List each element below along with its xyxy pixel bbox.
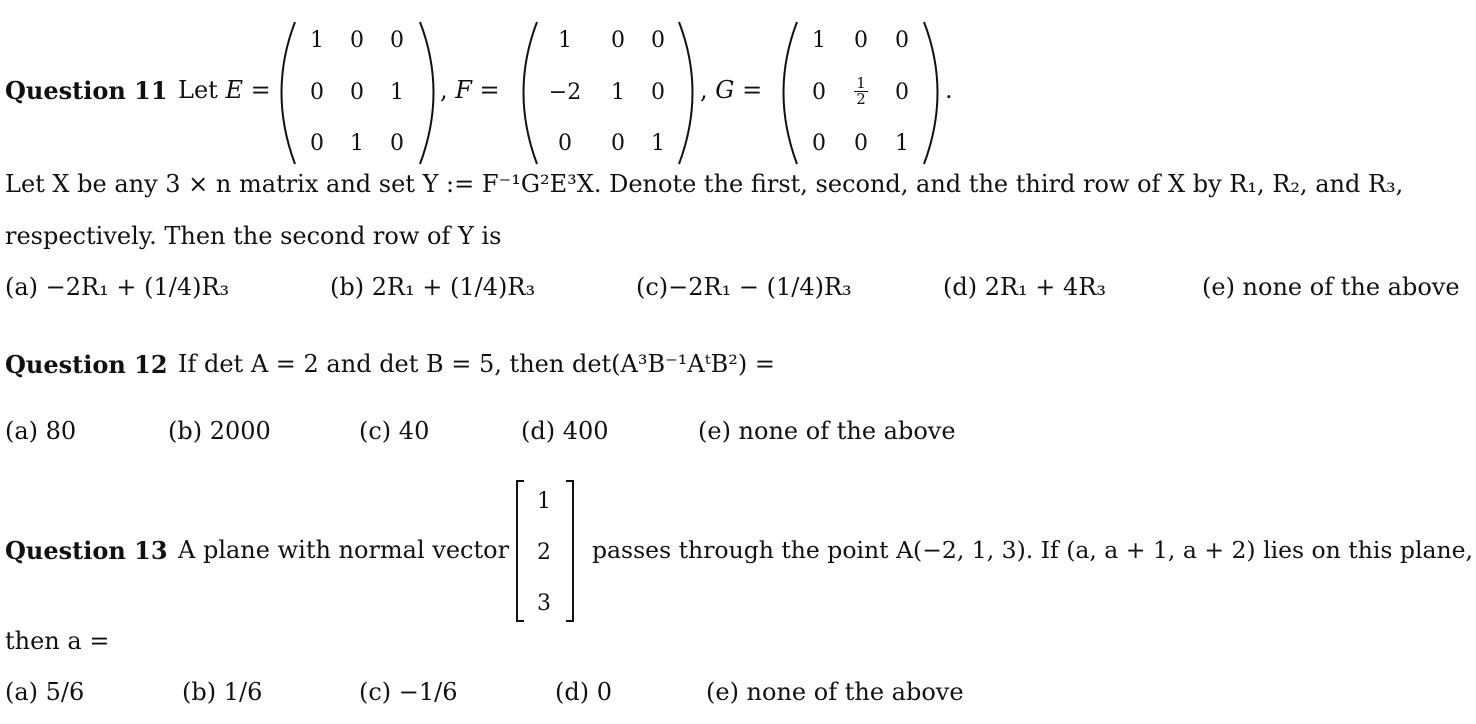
matrix-g-cell: 0 [854, 28, 868, 53]
question-13-option-a: (a) 5/6 [5, 678, 85, 706]
question-13-option-e: (e) none of the above [706, 678, 964, 706]
question-13-text-after: passes through the point A(−2, 1, 3). If (a, a + 1, a + 2) lies on this plane, [592, 536, 1473, 564]
matrix-g-cell: 1 [812, 28, 826, 53]
matrix-f-cell: 1 [651, 131, 665, 156]
question-12-label: Question 12 [5, 350, 168, 379]
normal-vector-entry-1: 1 [537, 489, 551, 514]
period: . [945, 76, 953, 104]
matrix-f-cell: 0 [611, 28, 625, 53]
matrix-e-cell: 0 [350, 28, 364, 53]
matrix-g-cell: 0 [812, 131, 826, 156]
question-11-line-3: respectively. Then the second row of Y is [5, 222, 502, 250]
matrix-g-fraction: $\frac{1}{2}$ [856, 74, 866, 108]
normal-vector-entry-3: 3 [537, 591, 551, 616]
question-11-lead: Let E = [178, 76, 271, 104]
matrix-e-cell: 0 [310, 131, 324, 156]
matrix-g-cell [844, 76, 878, 107]
matrix-f-cell: 0 [651, 80, 665, 105]
matrix-e-cell: 1 [350, 131, 364, 156]
matrix-f-cell: −2 [548, 80, 582, 105]
question-12-option-c: (c) 40 [359, 417, 430, 445]
normal-vector-brackets [0, 0, 1, 1]
matrix-f-cell: 1 [558, 28, 572, 53]
matrix-e-cell: 1 [310, 28, 324, 53]
g-equals: , G = [700, 76, 763, 104]
matrix-g-cell: 0 [895, 80, 909, 105]
question-13-label: Question 13 [5, 536, 168, 565]
matrix-g-cell: 0 [895, 28, 909, 53]
question-11-option-b: (b) 2R₁ + (1/4)R₃ [330, 273, 536, 301]
question-12-text: If det A = 2 and det B = 5, then det(A³B⁻¹AᵗB²) = [178, 350, 776, 378]
question-12-option-d: (d) 400 [521, 417, 609, 445]
question-12-option-b: (b) 2000 [168, 417, 271, 445]
question-11-line-2: Let X be any 3 × n matrix and set Y := F⁻¹G²E³X. Denote the first, second, and the third row of X by R₁, R₂, and R₃, [5, 170, 1404, 198]
question-13-text-before: A plane with normal vector [178, 536, 510, 564]
matrix-f-cell: 0 [611, 131, 625, 156]
question-13-option-b: (b) 1/6 [182, 678, 263, 706]
question-11-label: Question 11 [5, 76, 168, 105]
matrix-f-cell: 0 [558, 131, 572, 156]
matrix-g-cell: 0 [854, 131, 868, 156]
matrix-e-cell: 0 [390, 131, 404, 156]
matrix-e-cell: 0 [350, 80, 364, 105]
question-13-option-c: (c) −1/6 [359, 678, 458, 706]
matrix-f-cell: 1 [611, 80, 625, 105]
question-11-option-a: (a) −2R₁ + (1/4)R₃ [5, 273, 230, 301]
question-13-option-d: (d) 0 [555, 678, 612, 706]
matrix-g-cell: 1 [895, 131, 909, 156]
question-11-option-d: (d) 2R₁ + 4R₃ [943, 273, 1107, 301]
normal-vector-entry-2: 2 [537, 540, 551, 565]
question-13-line-2: then a = [5, 627, 110, 655]
matrix-e-cell: 0 [310, 80, 324, 105]
matrix-e-cell: 1 [390, 80, 404, 105]
question-12-option-a: (a) 80 [5, 417, 77, 445]
matrix-g-cell: 0 [812, 80, 826, 105]
matrix-e-cell: 0 [390, 28, 404, 53]
matrix-f-cell: 0 [651, 28, 665, 53]
f-equals: , F = [440, 76, 500, 104]
question-11-option-e: (e) none of the above [1202, 273, 1460, 301]
question-11-option-c: (c)−2R₁ − (1/4)R₃ [636, 273, 852, 301]
question-12-option-e: (e) none of the above [698, 417, 956, 445]
